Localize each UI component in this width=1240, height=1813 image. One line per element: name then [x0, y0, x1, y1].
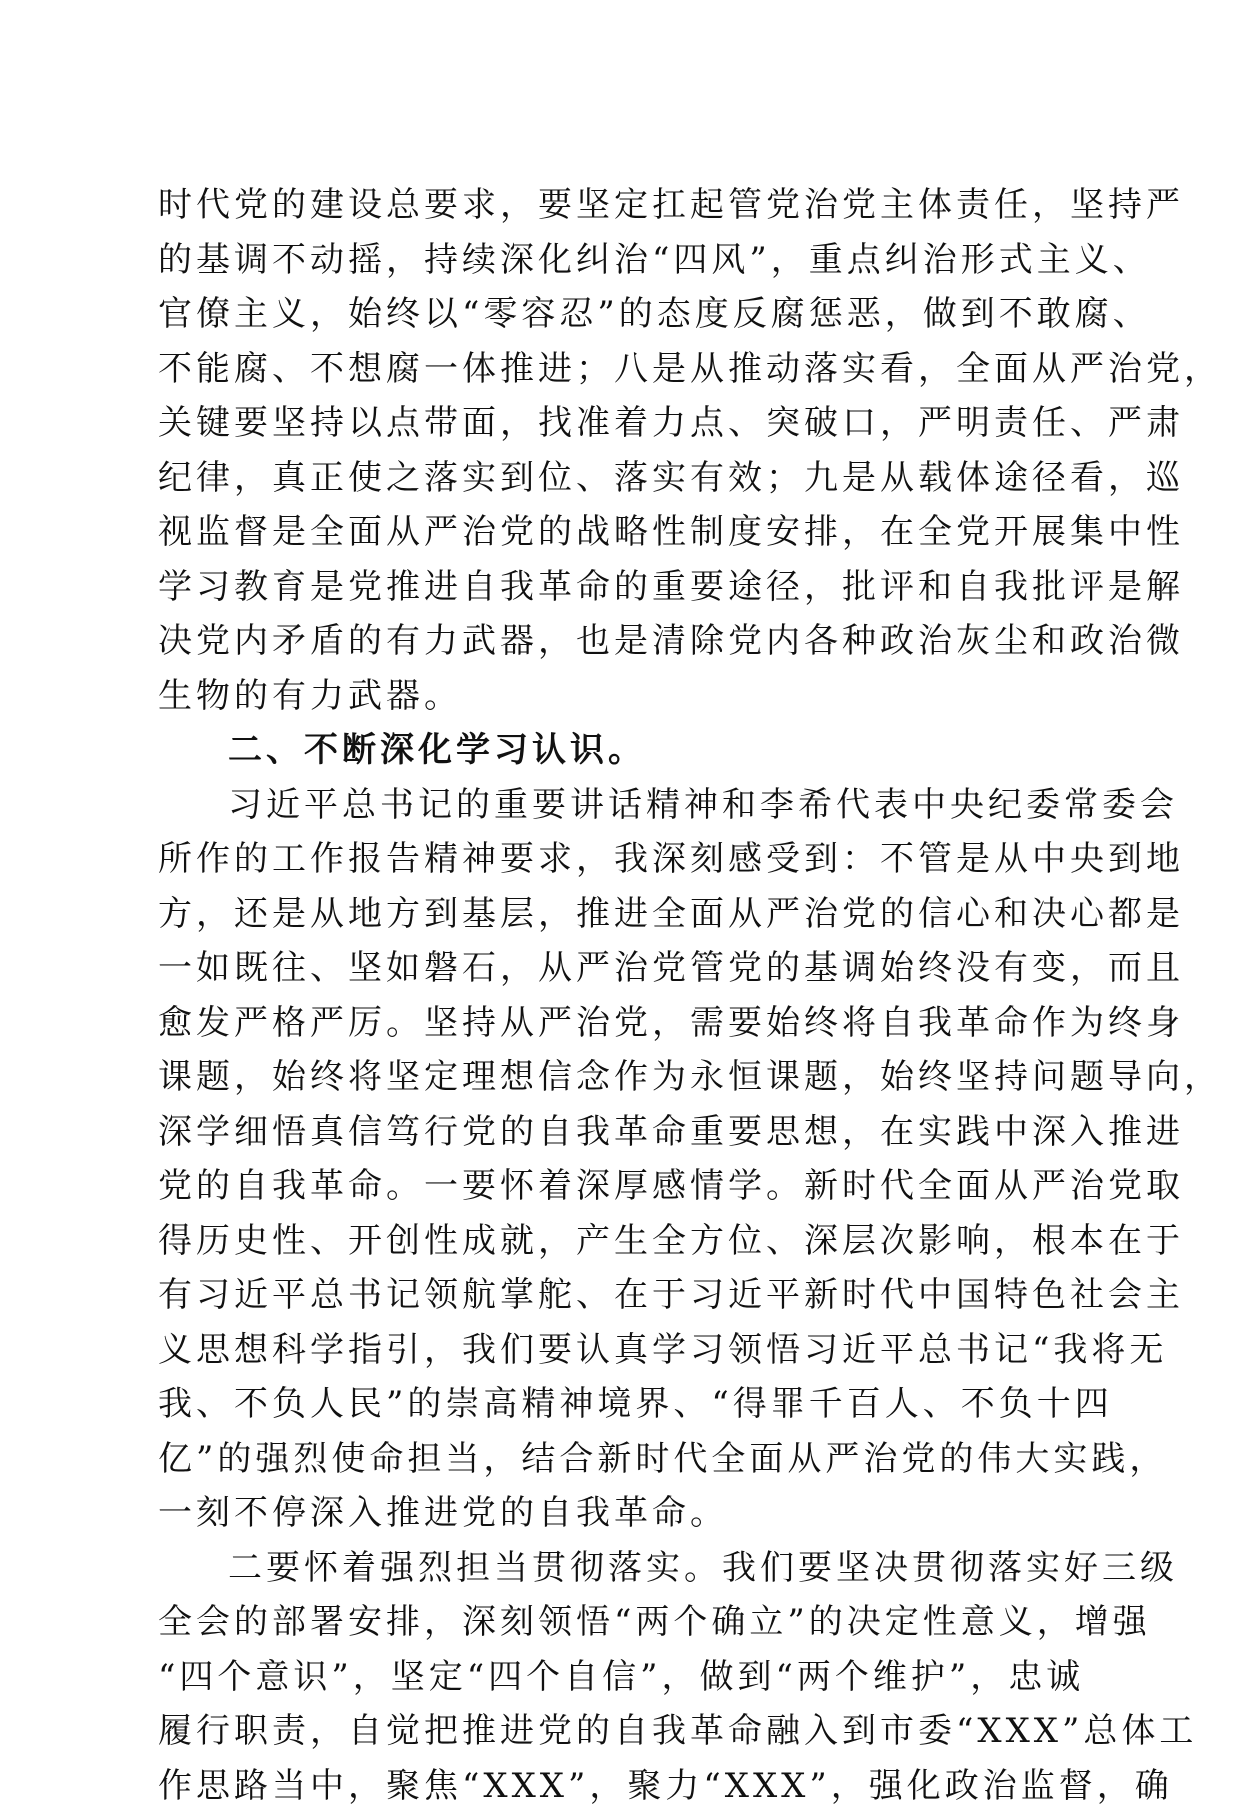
text-line: 关键要坚持以点带面，找准着力点、突破口，严明责任、严肃: [158, 396, 1088, 451]
text-line: 的基调不动摇，持续深化纠治“四风”，重点纠治形式主义、: [158, 233, 1088, 288]
text-line: 方，还是从地方到基层，推进全面从严治党的信心和决心都是: [158, 887, 1088, 942]
text-line: 二要怀着强烈担当贯彻落实。我们要坚决贯彻落实好三级: [158, 1541, 1088, 1596]
text-line: 全会的部署安排，深刻领悟“两个确立”的决定性意义，增强: [158, 1595, 1088, 1650]
text-line: 不能腐、不想腐一体推进；八是从推动落实看，全面从严治党，: [158, 342, 1088, 397]
text-line: “四个意识”，坚定“四个自信”，做到“两个维护”，忠诚: [158, 1650, 1088, 1705]
text-line: 所作的工作报告精神要求，我深刻感受到：不管是从中央到地: [158, 832, 1088, 887]
document-body: [158, 178, 1088, 1813]
text-line: 一如既往、坚如磐石，从严治党管党的基调始终没有变，而且: [158, 941, 1088, 996]
paragraph-2: [158, 778, 1088, 1541]
text-line: 视监督是全面从严治党的战略性制度安排，在全党开展集中性: [158, 505, 1088, 560]
section-heading: 二、不断深化学习认识。: [158, 723, 1088, 778]
text-line: 愈发严格严厉。坚持从严治党，需要始终将自我革命作为终身: [158, 996, 1088, 1051]
text-line: 学习教育是党推进自我革命的重要途径，批评和自我批评是解: [158, 560, 1088, 615]
text-line: 作思路当中，聚焦“XXX”，聚力“XXX”，强化政治监督，确: [158, 1759, 1088, 1813]
text-line: 有习近平总书记领航掌舵、在于习近平新时代中国特色社会主: [158, 1268, 1088, 1323]
text-line: 深学细悟真信笃行党的自我革命重要思想，在实践中深入推进: [158, 1105, 1088, 1160]
text-line: 亿”的强烈使命担当，结合新时代全面从严治党的伟大实践，: [158, 1432, 1088, 1487]
text-line: 党的自我革命。一要怀着深厚感情学。新时代全面从严治党取: [158, 1159, 1088, 1214]
text-line: 课题，始终将坚定理想信念作为永恒课题，始终坚持问题导向，: [158, 1050, 1088, 1105]
text-line: 一刻不停深入推进党的自我革命。: [158, 1486, 1088, 1541]
text-line: 纪律，真正使之落实到位、落实有效；九是从载体途径看，巡: [158, 451, 1088, 506]
text-line: 决党内矛盾的有力武器，也是清除党内各种政治灰尘和政治微: [158, 614, 1088, 669]
text-line: 习近平总书记的重要讲话精神和李希代表中央纪委常委会: [158, 778, 1088, 833]
text-line: 时代党的建设总要求，要坚定扛起管党治党主体责任，坚持严: [158, 178, 1088, 233]
text-line: 生物的有力武器。: [158, 669, 1088, 724]
text-line: 义思想科学指引，我们要认真学习领悟习近平总书记“我将无: [158, 1323, 1088, 1378]
text-line: 我、不负人民”的崇高精神境界、“得罪千百人、不负十四: [158, 1377, 1088, 1432]
text-line: 得历史性、开创性成就，产生全方位、深层次影响，根本在于: [158, 1214, 1088, 1269]
paragraph-continued: [158, 178, 1088, 723]
text-line: 官僚主义，始终以“零容忍”的态度反腐惩恶，做到不敢腐、: [158, 287, 1088, 342]
paragraph-3: [158, 1541, 1088, 1813]
text-line: 履行职责，自觉把推进党的自我革命融入到市委“XXX”总体工: [158, 1704, 1088, 1759]
